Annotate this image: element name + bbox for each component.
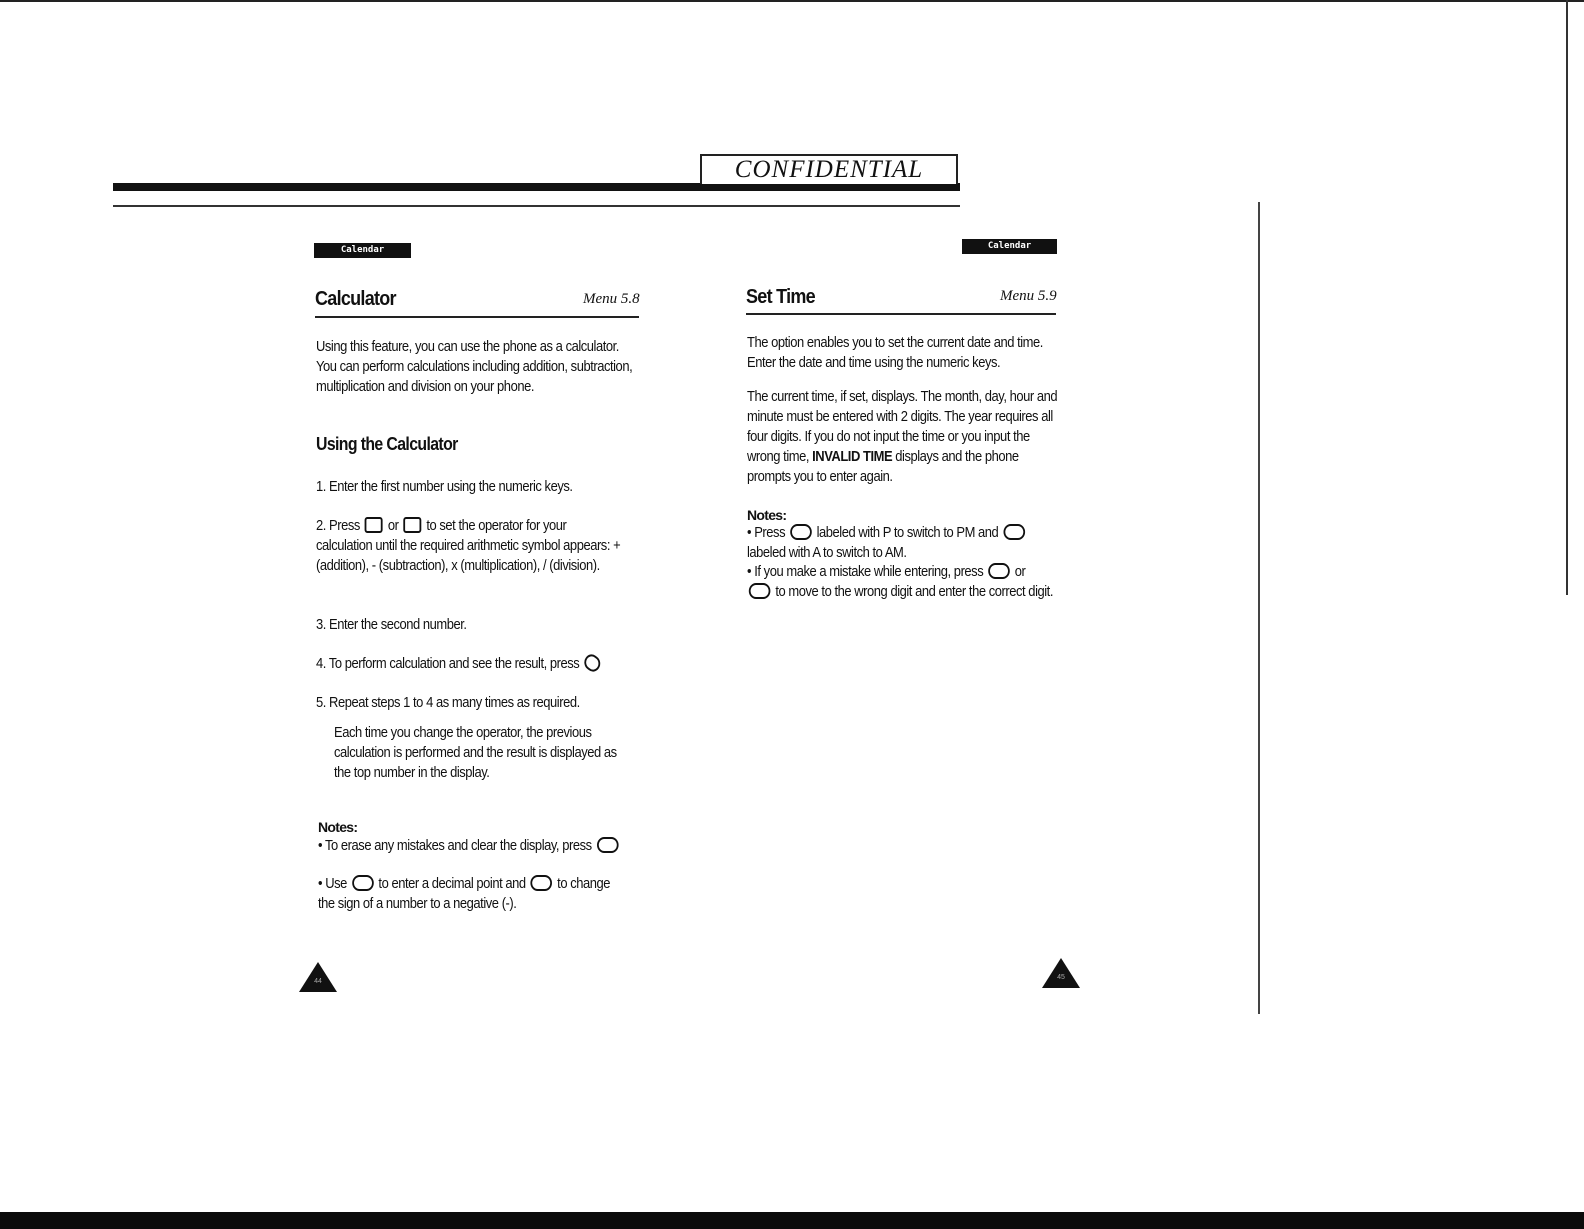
up-scroll-key-icon <box>365 517 383 533</box>
section-tag-right: Calendar <box>962 239 1057 254</box>
header-thick-rule <box>113 183 960 191</box>
page-marker-right-icon <box>1042 958 1080 988</box>
header-thin-rule <box>113 205 960 207</box>
calculator-menu-number: Menu 5.8 <box>583 291 640 307</box>
step4-text: 4. To perform calculation and see the result, press <box>316 656 580 672</box>
set-time-note-1 <box>747 523 1053 563</box>
clear-key-icon <box>597 837 619 853</box>
step2-text-c: to set the operator for your calculation until the required arithmetic symbol appears: + (addition), - (subtraction), x (multiplication), / (division). <box>316 518 621 574</box>
page-bottom-edge <box>0 1212 1584 1229</box>
page-marker-left-icon <box>299 962 337 992</box>
set-time-note-2 <box>747 562 1053 602</box>
invalid-time-text: INVALID TIME <box>812 449 893 465</box>
two-key-icon <box>1003 524 1025 540</box>
using-calculator-heading: Using the Calculator <box>316 434 458 454</box>
set-time-para-1: The option enables you to set the current date and time. Enter the date and time using the numeric keys. <box>747 335 1043 371</box>
right-key-icon <box>749 583 771 599</box>
st-note2-text-b: or <box>1014 564 1026 580</box>
st-note2-text-c: to move to the wrong digit and enter the correct digit. <box>775 584 1053 600</box>
confidential-stamp: CONFIDENTIAL <box>700 154 958 184</box>
down-scroll-key-icon <box>403 517 421 533</box>
set-time-para-2 <box>747 387 1064 487</box>
para2-text-a: The current time, if set, displays. The month, day, hour and minute must be entered with 2 digits. The year requires all four digits. If you do not input the time or you input the wrong time, <box>747 389 1058 465</box>
calculator-step-5: 5. Repeat steps 1 to 4 as many times as required. <box>316 695 580 711</box>
set-time-title-underline <box>746 313 1056 315</box>
st-note2-text-a: • If you make a mistake while entering, press <box>747 564 984 580</box>
left-key-icon <box>988 563 1010 579</box>
calculator-notes-heading: Notes: <box>318 819 358 835</box>
calculator-intro: Using this feature, you can use the phone as a calculator. You can perform calculations including addition, subtraction, multiplication and division on your phone. <box>316 339 633 395</box>
note2-text-b: to enter a decimal point and <box>378 876 526 892</box>
calculator-step-3: 3. Enter the second number. <box>316 617 467 633</box>
para2-text-b: displays and the phone prompts you to enter again. <box>747 449 1019 485</box>
send-key-icon <box>582 651 604 674</box>
calculator-note-1 <box>318 836 624 856</box>
set-time-menu-number: Menu 5.9 <box>1000 288 1057 304</box>
st-note1-text-c: labeled with A to switch to AM. <box>747 545 907 561</box>
calculator-step-1: 1. Enter the first number using the numeric keys. <box>316 479 573 495</box>
page-right-edge <box>1566 0 1568 595</box>
note1-text: • To erase any mistakes and clear the display, press <box>318 838 592 854</box>
calculator-step-4 <box>316 654 640 674</box>
star-key-icon <box>352 875 374 891</box>
note2-text-a: • Use <box>318 876 347 892</box>
column-divider <box>1258 202 1260 1014</box>
page-number-left: 44 <box>314 978 322 985</box>
calculator-step-2 <box>316 516 622 576</box>
note2-text-c: to change the sign of a number to a negative (-). <box>318 876 611 912</box>
set-time-title: Set Time <box>746 286 815 308</box>
section-tag-left: Calendar <box>314 243 411 258</box>
st-note1-text-a: • Press <box>747 525 786 541</box>
hash-key-icon <box>531 875 553 891</box>
set-time-notes-heading: Notes: <box>747 507 787 523</box>
page-top-edge <box>0 0 1584 2</box>
calculator-title: Calculator <box>315 288 396 310</box>
step2-text-b: or <box>387 518 399 534</box>
calculator-note-2 <box>318 874 624 914</box>
step2-text-a: 2. Press <box>316 518 360 534</box>
page-number-right: 45 <box>1057 974 1065 981</box>
calculator-step-5-note: Each time you change the operator, the previous calculation is performed and the result is displayed as the top number in the display. <box>334 725 617 781</box>
seven-key-icon <box>790 524 812 540</box>
st-note1-text-b: labeled with P to switch to PM and <box>816 525 999 541</box>
calculator-title-underline <box>315 316 639 318</box>
